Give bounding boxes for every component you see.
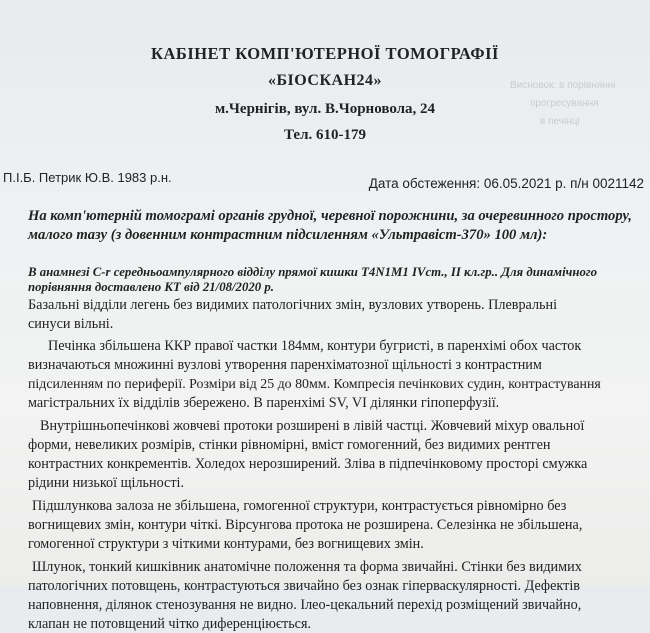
bleed-through-text-1: Висновок: в порівнянні	[510, 80, 616, 91]
report-line: Шлунок, тонкий кишківник анатомічне положення та форма звичайні. Стінки без видимих	[32, 559, 582, 575]
clinic-phone: Тел. 610-179	[283, 127, 366, 143]
anamnesis: В анамнезі C-r середньоампулярного відділу прямої кишки T4N1M1 IVст., II кл.гр.. Для динамічного порівняння доставлено КТ від 21/08/2020 р.	[28, 265, 597, 294]
report-line: клапан не потовщений чітко диференціюється.	[28, 616, 312, 632]
report-line: наповнення, ділянок стенозування не видно. Ілео-цекальний перехід розміщений звичайно,	[28, 597, 582, 613]
bleed-through-text-2: прогресування	[530, 98, 599, 109]
report-line: патологічних потовщень, контрастуються звичайно без ознак гіперваскулярності. Дефектів	[28, 578, 580, 594]
report-line: гомогенної структури з чіткими контурами, без вогнищевих змін.	[28, 536, 424, 552]
report-line: синуси вільні.	[28, 316, 114, 332]
report-line: магістральних їх відділів збережено. В паренхімі SV, VI ділянки гіпоперфузії.	[28, 395, 500, 411]
report-line: визначаються множинні вузлові утворення паренхіматозної щільності з контрастним	[28, 357, 542, 373]
report-line: підсиленням по периферії. Розміри від 25 до 80мм. Компресія печінкових судин, контрастування	[28, 377, 601, 392]
patient-info: П.І.Б. Петрик Ю.В. 1983 р.н.	[3, 170, 172, 185]
report-line: Базальні відділи легень без видимих патологічних змін, вузлових утворень. Плевральні	[28, 297, 558, 313]
exam-info: Дата обстеження: 06.05.2021 р. п/н 0021142	[368, 176, 644, 191]
clinic-address: м.Чернігів, вул. В.Чорновола, 24	[214, 101, 436, 117]
report-line: контрастних конкрементів. Холедох нерозширений. Зліва в підпечінковому просторі смужка	[28, 456, 588, 472]
report-line: Внутрішньопечінкові жовчеві протоки розширені в лівій частці. Жовчевий міхур овальної	[40, 418, 585, 434]
study-description: На комп'ютерній томограмі органів грудної, черевної порожнини, за очеревинного простору, малого тазу (з довенним контрастним підсиленням «Ультравіст-370» 100 мл):	[28, 208, 632, 243]
clinic-name: «БІОСКАН24»	[267, 72, 383, 89]
bleed-through-text-3: в печінці	[540, 116, 580, 127]
report-line: форми, невеликих розмірів, стінки рівномірні, вміст гомогенний, без видимих рентген	[28, 437, 551, 453]
report-line: рідини низької щільності.	[28, 475, 185, 491]
report-line: Підшлункова залоза не збільшена, гомогенної структури, контрастується рівномірно без	[32, 498, 567, 514]
report-line: вогнищевих змін, контури чіткі. Вірсунгова протока не розширена. Селезінка не збільшена,	[28, 517, 583, 533]
report-line: Печінка збільшена ККР правої частки 184мм, контури бугристі, в паренхімі обох часток	[48, 338, 582, 354]
clinic-title: КАБІНЕТ КОМП'ЮТЕРНОЇ ТОМОГРАФІЇ	[151, 44, 499, 63]
